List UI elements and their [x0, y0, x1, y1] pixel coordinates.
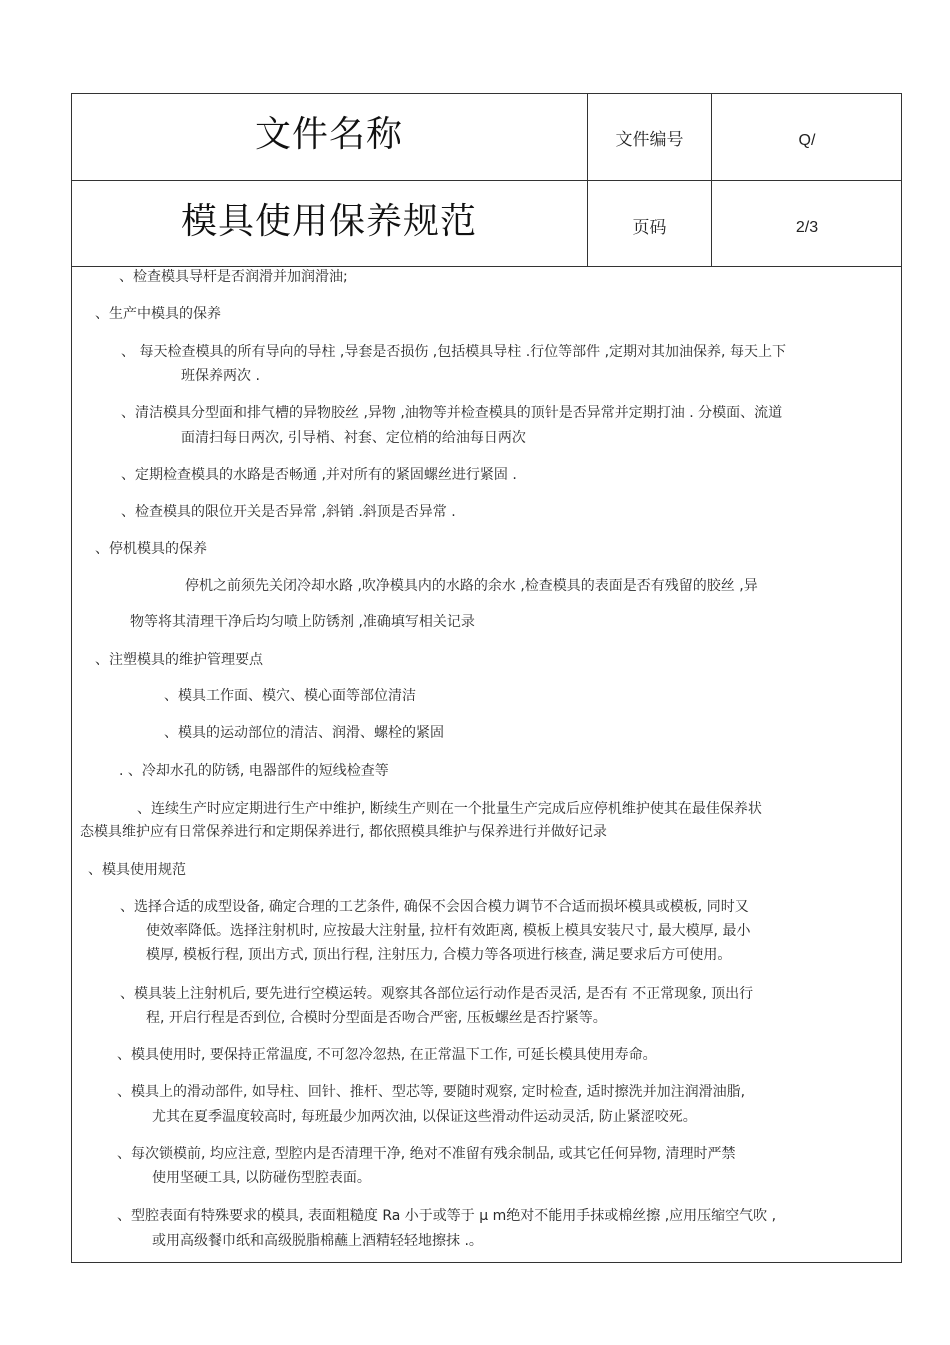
body-line: 使效率降低。选择注射机时, 应按最大注射量, 拉杆有效距离, 模板上模具安装尺寸, 最大模厚, 最小: [146, 923, 751, 939]
body-line: 模厚, 模板行程, 顶出方式, 顶出行程, 注射压力, 合模力等各项进行核查, 满足要求后方可使用。: [146, 947, 732, 963]
page-label: 页码: [632, 217, 667, 238]
body-line: 、模具装上注射机后, 要先进行空模运转。观察其各部位运行动作是否灵活, 是否有 不正常现象, 顶出行: [120, 986, 754, 1002]
body-line: 、清洁模具分型面和排气槽的异物胶丝 ,异物 ,油物等并检查模具的顶针是否异常并定期打油 . 分模面、流道: [121, 405, 783, 421]
body-line: 、选择合适的成型设备, 确定合理的工艺条件, 确保不会因合模力调节不合适而损坏模具或模板, 同时又: [120, 899, 749, 915]
doc-name-label: 文件名称: [254, 113, 403, 155]
body-line: 或用高级餐巾纸和高级脱脂棉蘸上酒精轻轻地擦抹 .。: [152, 1233, 483, 1249]
doc-number-value: Q/: [798, 132, 816, 149]
body-line: 、模具上的滑动部件, 如导柱、回针、推杆、型芯等, 要随时观察, 定时检查, 适时擦洗并加注润滑油脂,: [117, 1084, 746, 1100]
body-line: 、每次锁模前, 均应注意, 型腔内是否清理干净, 绝对不准留有残余制品, 或其它任何异物, 清理时严禁: [117, 1146, 736, 1162]
body-line: 、型腔表面有特殊要求的模具, 表面粗糙度 Ra 小于或等于 μ m绝对不能用手抹或棉丝擦 ,应用压缩空气吹 ,: [117, 1208, 777, 1224]
body-line: 停机之前须先关闭冷却水路 ,吹净模具内的水路的余水 ,检查模具的表面是否有残留的胶丝 ,异: [185, 578, 758, 594]
doc-title: 模具使用保养规范: [180, 200, 477, 242]
body-line: 、模具的运动部位的清洁、润滑、螺栓的紧固: [164, 725, 444, 741]
section-heading: 、模具使用规范: [88, 862, 186, 878]
body-line: 、连续生产时应定期进行生产中维护, 断续生产则在一个批量生产完成后应停机维护使其在最佳保养状: [137, 801, 762, 817]
body-line: 班保养两次 .: [181, 368, 260, 384]
body-line: 态模具维护应有日常保养进行和定期保养进行, 都依照模具维护与保养进行并做好记录: [80, 824, 607, 840]
body-line: 、模具工作面、模穴、模心面等部位清洁: [164, 688, 416, 704]
body-line: 、模具使用时, 要保持正常温度, 不可忽冷忽热, 在正常温下工作, 可延长模具使用寿命。: [117, 1047, 657, 1063]
body-line: 程, 开启行程是否到位, 合模时分型面是否吻合严密, 压板螺丝是否拧紧等。: [146, 1010, 607, 1026]
section-heading: 、停机模具的保养: [95, 541, 207, 557]
body-line: 、检查模具的限位开关是否异常 ,斜销 .斜顶是否异常 .: [121, 504, 456, 520]
body-line: 尤其在夏季温度较高时, 每班最少加两次油, 以保证这些滑动件运动灵活, 防止紧涩咬死。: [152, 1109, 697, 1125]
body-line: . 、冷却水孔的防锈, 电器部件的短线检查等: [119, 763, 389, 779]
body-line: 、定期检查模具的水路是否畅通 ,并对所有的紧固螺丝进行紧固 .: [121, 467, 517, 483]
body-line: 、检查模具导杆是否润滑并加润滑油;: [119, 269, 348, 285]
page-value: 2/3: [795, 219, 819, 236]
section-heading: 、注塑模具的维护管理要点: [95, 652, 263, 668]
doc-number-label: 文件编号: [615, 129, 684, 150]
body-line: 面清扫每日两次, 引导梢、衬套、定位梢的给油每日两次: [181, 430, 526, 446]
body-line: 物等将其清理干净后均匀喷上防锈剂 ,准确填写相关记录: [130, 614, 475, 630]
body-line: 使用坚硬工具, 以防碰伤型腔表面。: [152, 1170, 371, 1186]
section-heading: 、生产中模具的保养: [95, 306, 221, 322]
body-line: 、 每天检查模具的所有导向的导柱 ,导套是否损伤 ,包括模具导柱 .行位等部件 ,定期对其加油保养, 每天上下: [121, 344, 786, 360]
